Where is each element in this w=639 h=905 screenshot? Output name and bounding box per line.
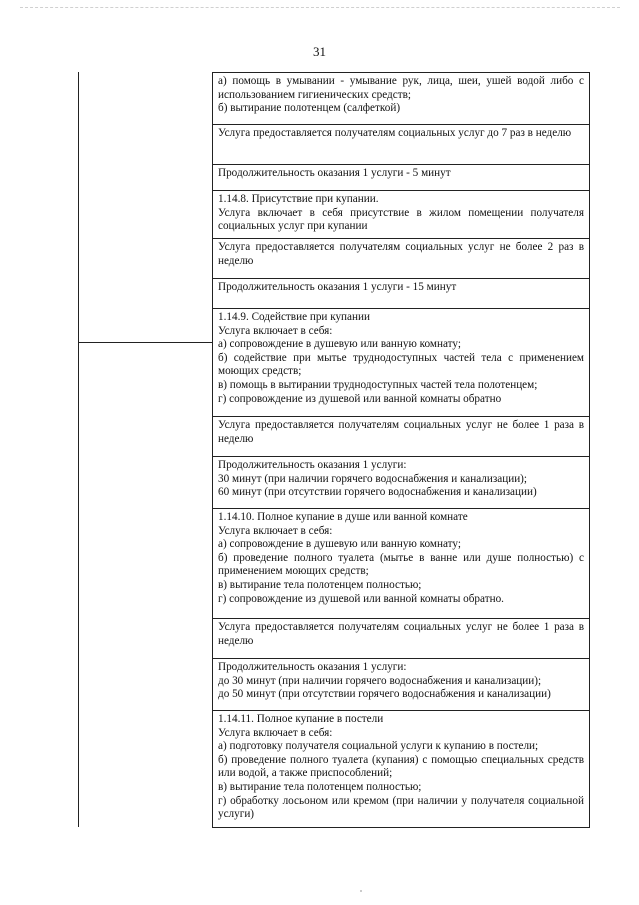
cell-text-line: б) проведение полного туалета (мытье в ванне или душе полностью) с применением моющих средств; xyxy=(218,551,584,578)
scan-edge-artifact xyxy=(20,7,620,9)
table-cell xyxy=(212,508,590,619)
cell-text-line: г) сопровождение из душевой или ванной комнаты обратно. xyxy=(218,592,504,605)
cell-text-line: а) сопровождение в душевую или ванную комнату; xyxy=(218,538,461,551)
cell-text-line: Услуга предоставляется получателям социальных услуг не более 1 раза в неделю xyxy=(218,621,584,647)
cell-text-line: Продолжительность оказания 1 услуги - 15 минут xyxy=(218,281,457,293)
cell-text-line: Продолжительность оказания 1 услуги - 5 минут xyxy=(218,167,451,179)
cell-text-line: а) помощь в умывании - умывание рук, лица, шеи, ушей водой либо с использованием гигиенических средств; xyxy=(218,75,584,101)
table-cell xyxy=(212,416,590,457)
cell-text-line: 30 минут (при наличии горячего водоснабжения и канализации); xyxy=(218,472,528,485)
cell-text-line: в) вытирание тела полотенцем полностью; xyxy=(218,578,422,591)
cell-text-line: 1.14.10. Полное купание в душе или ванной комнате xyxy=(218,511,468,523)
page-number: 31 xyxy=(313,44,326,59)
cell-text-line: Услуга предоставляется получателям социальных услуг не более 1 раза в неделю xyxy=(218,419,584,445)
table-cell xyxy=(212,164,590,191)
table-left-border xyxy=(78,72,79,827)
cell-text-line: а) подготовку получателя социальной услуги к купанию в постели; xyxy=(218,740,539,753)
cell-text-line: Продолжительность оказания 1 услуги: xyxy=(218,459,407,471)
table-cell xyxy=(212,278,590,309)
cell-text-line: б) проведение полного туалета (купания) с помощью специальных средств или водой, а также приспособлений; xyxy=(218,753,584,780)
cell-text-line: 1.14.9. Содействие при купании xyxy=(218,311,370,323)
table-cell xyxy=(212,710,590,828)
table-cell xyxy=(212,456,590,509)
cell-text-line: а) сопровождение в душевую или ванную комнату; xyxy=(218,338,461,351)
table-cell xyxy=(212,190,590,239)
cell-text-line: б) содействие при мытье труднодоступных частей тела с применением моющих средств; xyxy=(218,351,584,378)
table-cell xyxy=(212,238,590,279)
cell-text-line: Услуга включает в себя присутствие в жилом помещении получателя социальных услуг при купании xyxy=(218,206,584,233)
cell-text-line: 1.14.8. Присутствие при купании. xyxy=(218,193,379,205)
table-row-divider xyxy=(78,342,212,343)
cell-text-line: 60 минут (при отсутствии горячего водоснабжения и канализации) xyxy=(218,486,537,499)
cell-text-line: б) вытирание полотенцем (салфеткой) xyxy=(218,102,401,115)
cell-text-line: Услуга включает в себя: xyxy=(218,524,333,537)
table-cell xyxy=(212,618,590,659)
cell-text-line: Услуга включает в себя: xyxy=(218,324,333,337)
cell-text-line: в) помощь в вытирании труднодоступных частей тела полотенцем; xyxy=(218,378,538,391)
table-cell xyxy=(212,124,590,165)
cell-text-line: в) вытирание тела полотенцем полностью; xyxy=(218,780,422,793)
cell-text-line: г) обработку лосьоном или кремом (при наличии у получателя социальной услуги) xyxy=(218,794,584,821)
cell-text-line: г) сопровождение из душевой или ванной комнаты обратно xyxy=(218,392,502,405)
table-cell xyxy=(212,72,590,125)
cell-text-line: Услуга предоставляется получателям социальных услуг до 7 раз в неделю xyxy=(218,127,572,139)
cell-text-line: 1.14.11. Полное купание в постели xyxy=(218,713,384,725)
cell-text-line: Услуга предоставляется получателям социальных услуг не более 2 раз в неделю xyxy=(218,241,584,267)
table-cell xyxy=(212,308,590,417)
table-cell xyxy=(212,658,590,711)
cell-text-line: Продолжительность оказания 1 услуги: xyxy=(218,661,407,673)
scan-speck xyxy=(360,890,362,892)
cell-text-line: до 30 минут (при наличии горячего водоснабжения и канализации); xyxy=(218,674,542,687)
cell-text-line: Услуга включает в себя: xyxy=(218,726,333,739)
cell-text-line: до 50 минут (при отсутствии горячего водоснабжения и канализации) xyxy=(218,688,551,701)
